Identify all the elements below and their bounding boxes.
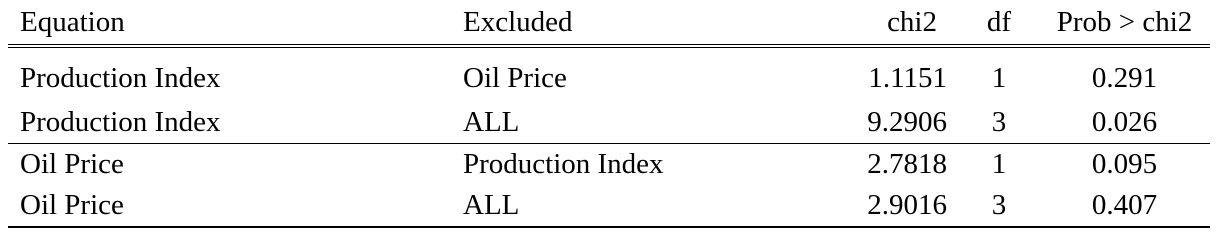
cell-chi2: 2.7818 (867, 148, 947, 180)
table-row (8, 102, 1210, 144)
granger-causality-table-wrapper (8, 0, 1210, 228)
header-prob: Prob > chi2 (1039, 0, 1210, 46)
cell-chi2: 2.9016 (801, 185, 959, 227)
cell-equation: Production Index (20, 61, 221, 94)
cell-chi2: 1.1151 (868, 61, 947, 94)
cell-excluded: Production Index (463, 148, 664, 180)
cell-prob: 0.407 (1039, 185, 1210, 227)
header-row (8, 0, 1210, 46)
cell-excluded: Oil Price (463, 61, 567, 94)
table-header (8, 0, 1210, 46)
header-equation: Equation (8, 0, 463, 46)
table-body (8, 46, 1210, 227)
cell-prob: 0.095 (1091, 148, 1158, 180)
header-chi2: chi2 (801, 0, 959, 46)
granger-causality-table (8, 0, 1210, 228)
table-row (8, 46, 1210, 102)
cell-df: 1 (991, 61, 1007, 94)
cell-equation: Oil Price (8, 185, 463, 227)
cell-df: 1 (991, 148, 1007, 180)
cell-excluded: ALL (463, 102, 801, 144)
cell-df: 3 (959, 102, 1039, 144)
header-df: df (959, 0, 1039, 46)
cell-prob: 0.026 (1039, 102, 1210, 144)
cell-equation: Oil Price (20, 148, 124, 180)
cell-chi2: 9.2906 (801, 102, 959, 144)
table-row (8, 144, 1210, 186)
header-excluded: Excluded (463, 0, 801, 46)
cell-excluded: ALL (463, 185, 801, 227)
cell-equation: Production Index (8, 102, 463, 144)
cell-df: 3 (959, 185, 1039, 227)
cell-prob: 0.291 (1091, 61, 1158, 94)
table-row (8, 185, 1210, 227)
